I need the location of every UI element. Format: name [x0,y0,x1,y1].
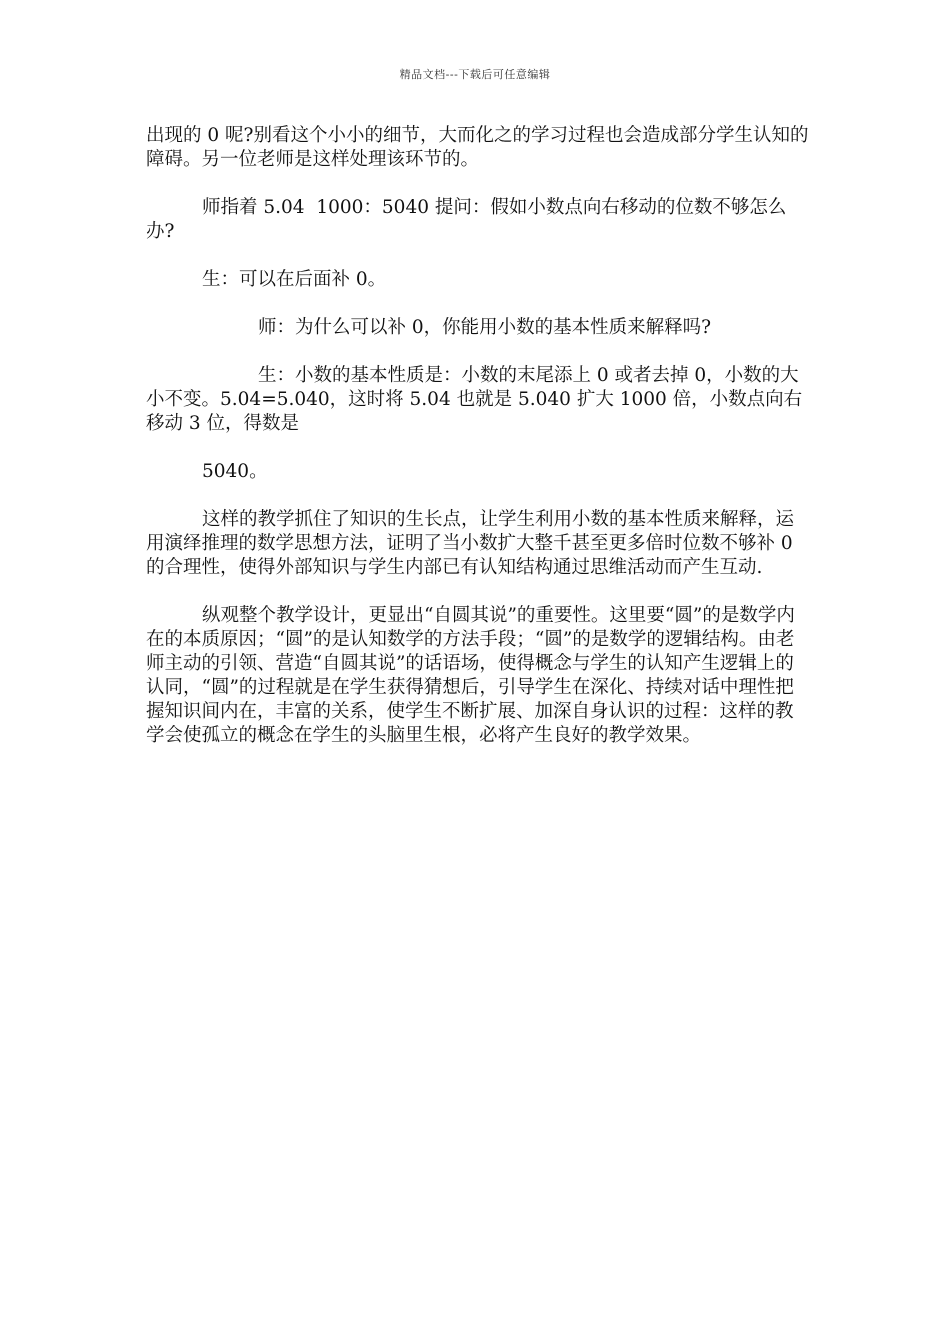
paragraph-student-explanation: 生：小数的基本性质是：小数的末尾添上 0 或者去掉 0，小数的大小不变。5.04=5.040，这时将 5.04 也就是 5.040 扩大 1000 倍，小数点向右移动 3 位，得数是 [146,365,803,434]
paragraph-analysis: 这样的教学抓住了知识的生长点，让学生利用小数的基本性质来解释，运用演绎推理的数学思想方法，证明了当小数扩大整千甚至更多倍时位数不够补 0 的合理性，使得外部知识与学生内部已有认知结构通过思维活动而产生互动. [146,509,799,578]
paragraph-student-answer: 生：可以在后面补 0。 [202,269,387,290]
page-header: 精品文档---下载后可任意编辑 [399,68,551,81]
paragraph-result: 5040。 [202,461,268,482]
paragraph-intro: 出现的 0 呢?别看这个小小的细节，大而化之的学习过程也会造成部分学生认知的障碍。另一位老师是这样处理该环节的。 [146,125,809,170]
paragraph-teacher-followup: 师：为什么可以补 0，你能用小数的基本性质来解释吗? [258,317,712,338]
paragraph-conclusion: 纵观整个教学设计，更显出“自圆其说”的重要性。这里要“圆”的是数学内在的本质原因；“圆”的是认知数学的方法手段；“圆”的是数学的逻辑结构。由老师主动的引领、营造“自圆其说”的话语场，使得概念与学生的认知产生逻辑上的认同，“圆”的过程就是在学生获得猜想后，引导学生在深化、持续对话中理性把握知识间内在，丰富的关系，使学生不断扩展、加深自身认识的过程：这样的教学会使孤立的概念在学生的头脑里生根，必将产生良好的教学效果。 [146,605,795,746]
document-body [146,124,810,748]
paragraph-teacher-question: 师指着 5.04 1000：5040 提问：假如小数点向右移动的位数不够怎么办? [146,197,787,242]
